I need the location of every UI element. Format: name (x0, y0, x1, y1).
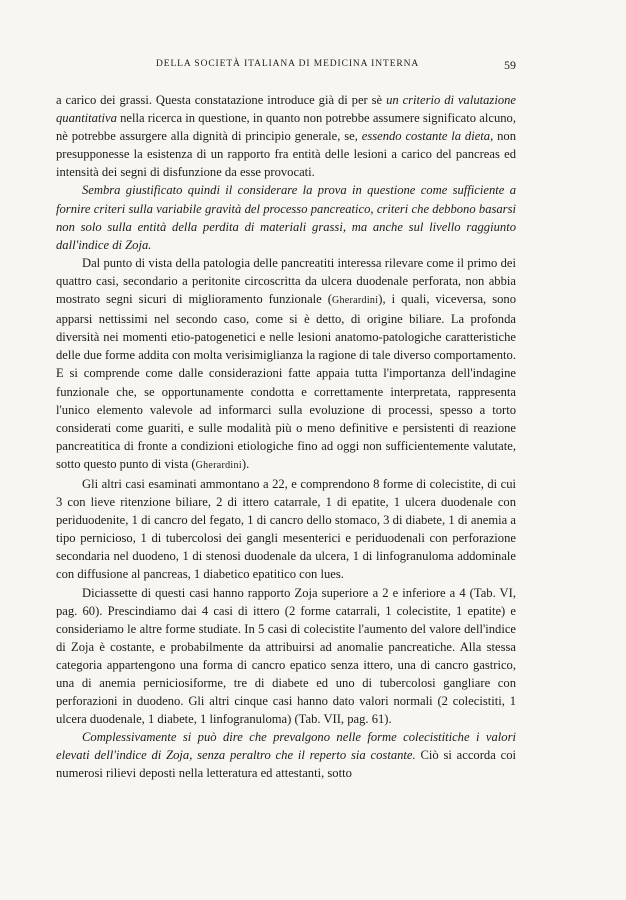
p5-text-a: Diciassette di questi casi hanno rapporto Zoja superiore a 2 e inferiore a 4 (Tab. VI, pag. 60). Prescindiamo dai 4 casi di ittero (2 forme catarrali, 1 colecistite, 1 epatite) e consideriamo le altre forme studiate. In 5 casi di colecistite l'aumento del valore dell'indice di Zoja è costante, e probabilmente da attribuirsi ad anomalie pancreatiche. Alla stessa categoria appartengono una forma di cancro epatico senza ittero, una di cancro gastrico, una di anemia perniciosiforme, tre di diabete ed uno di tubercolosi gangliare con perforazioni in duodeno. Gli altri cinque casi hanno dato valori normali (2 colecistiti, 1 ulcera duodenale, 1 diabete, 1 linfogranuloma) (Tab. VII, pag. 61). (56, 585, 516, 727)
p6-text-b: Ciò si accorda coi numerosi rilievi deposti nella letteratura ed attestanti, sotto (56, 748, 516, 781)
p1-italic-d: essendo costante la dieta, (361, 129, 494, 144)
page-number: 59 (504, 58, 516, 72)
paragraph-6 (56, 728, 516, 782)
paragraph-4 (56, 475, 516, 584)
p2-italic-a: Sembra giustificato quindi il considerare la prova in questione come sufficiente a fornire criteri sulla variabile gravità del processo pancreatico, criteri che debbono basarsi non solo sulla entità della perdita di materiali grassi, ma anche sul livello raggiunto dall'indice di Zoja. (56, 183, 516, 252)
p1-text-a: a carico dei grassi. Questa constatazione introduce già di per sè (56, 93, 387, 107)
p3-author-d: Gherardini (195, 459, 242, 471)
p1-italic-b: un criterio di valutazione quantitativa (56, 93, 517, 126)
p4-text-a: Gli altri casi esaminati ammontano a 22, e comprendono 8 forme di colecistite, di cui 3 con lieve ritenzione biliare, 2 di ittero catarrale, 1 di epatite, 1 ulcera duodenale con periduodenite, 1 di cancro del fegato, 1 di cancro dello stomaco, 3 di diabete, 1 di anemia a tipo pernicioso, 1 di tubercolosi dei gangli mesenterici e periduodenali con perforazione secondaria nel duodeno, 1 di stenosi duodenale da ulcera, 1 di linfogranuloma addominale con diffusione al pancreas, 1 diabetico epatitico con lues. (56, 476, 516, 582)
paragraph-3 (56, 254, 516, 475)
p1-text-e: non presupponesse la esistenza di un rapporto fra entità delle lesioni a carico del pancreas ed intensità dei segni di disfunzione da esse provocati. (56, 129, 516, 180)
paragraph-5 (56, 584, 516, 729)
p3-text-c: ), i quali, viceversa, sono apparsi nettissimi nel secondo caso, come si è detto, di origine biliare. La profonda diversità nei momenti etio-patogenetici e nelle lesioni anatomo-patologiche caratteristiche delle due forme addita con molta verisimiglianza la ragione di tale diverso comportamento. E si comprende come dalle considerazioni fatte appaia tutta l'importanza dell'indagine funzionale che, se opportunamente condotta e correttamente interpretata, rappresenta l'unico elemento valevole ad informarci sulla evoluzione di processi, spesso a torto considerati come guariti, e sulle modalità più o meno definitive e persistenti di reazione pancreatitica di fronte a condizioni etiologiche fino ad oggi non sufficientemente valutate, sotto questo punto di vista ( (56, 292, 516, 471)
body-text (56, 91, 516, 783)
paragraph-2 (56, 181, 516, 253)
p1-text-c: nella ricerca in questione, in quanto non potrebbe assumere significato alcuno, nè potrebbe assurgere alla dignità di principio generale, se, (56, 111, 516, 144)
paragraph-1 (56, 91, 516, 181)
p3-text-a: Dal punto di vista della patologia delle pancreatiti interessa rilevare come il primo dei quattro casi, secondario a peritonite circoscritta da ulcera duodenale perforata, non abbia mostrato segni sicuri di miglioramento funzionale ( (56, 255, 516, 307)
p3-author-b: Gherardini (331, 295, 379, 307)
page-header (56, 59, 516, 75)
p3-text-e: ). (241, 456, 250, 471)
p6-italic-a: Complessivamente si può dire che prevalgono nelle forme colecistitiche i valori elevati dell'indice di Zoja, senza peraltro che il reperto sia costante. (56, 730, 516, 763)
running-title: DELLA SOCIETÀ ITALIANA DI MEDICINA INTERNA (156, 59, 420, 69)
